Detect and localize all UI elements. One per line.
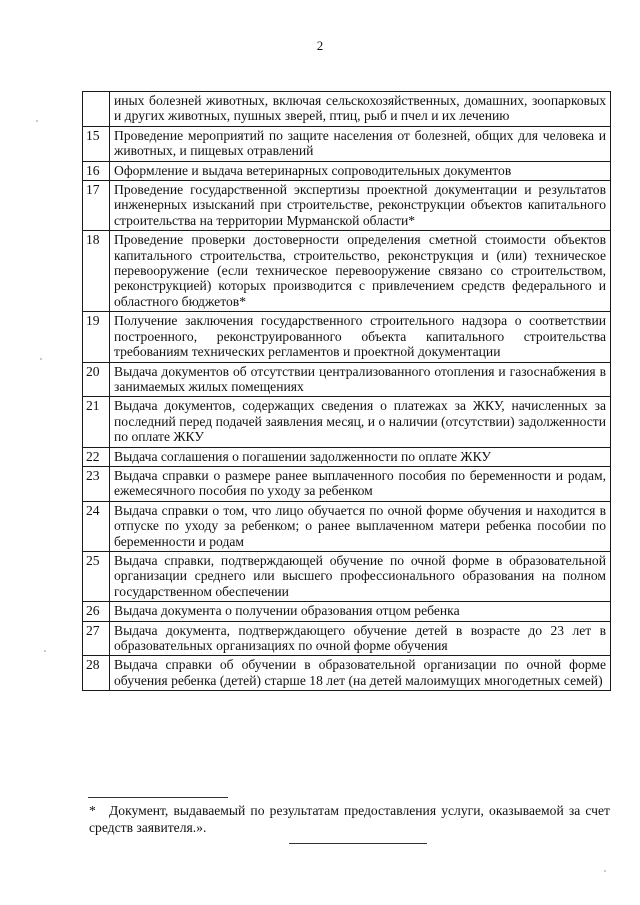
row-number: 21 — [83, 397, 110, 447]
service-name: Выдача документов об отсутствии централизованного отопления и газоснабжения в занимаемых жилых помещениях — [110, 362, 611, 397]
row-number: 18 — [83, 231, 110, 312]
service-name: Оформление и выдача ветеринарных сопроводительных документов — [110, 161, 611, 180]
table-row — [83, 362, 611, 397]
table-row — [83, 501, 611, 551]
row-number: 22 — [83, 447, 110, 466]
footnote-mark: * — [89, 803, 96, 818]
row-number: 19 — [83, 312, 110, 362]
service-name: Выдача справки об обучении в образовательной организации по очной форме обучения ребенка (детей) старше 18 лет (на детей малоимущих многодетных семей) — [110, 656, 611, 691]
services-table-body — [83, 92, 611, 691]
service-name: Получение заключения государственного строительного надзора о соответствии построенного, реконструированного объекта капитального строительства требованиям технических регламентов и проектной документации — [110, 312, 611, 362]
row-number: 20 — [83, 362, 110, 397]
table-row — [83, 126, 611, 161]
row-number: 26 — [83, 602, 110, 621]
row-number: 23 — [83, 466, 110, 501]
service-name: Выдача документа, подтверждающего обучение детей в возрасте до 23 лет в образовательных организациях по очной форме обучения — [110, 621, 611, 656]
service-name: Выдача документа о получении образования отцом ребенка — [110, 602, 611, 621]
table-row — [83, 466, 611, 501]
services-table — [82, 91, 611, 691]
footnote — [89, 802, 610, 836]
row-number: 15 — [83, 126, 110, 161]
row-number: 27 — [83, 621, 110, 656]
table-row — [83, 447, 611, 466]
service-name: Выдача справки, подтверждающей обучение по очной форме в образовательной организации среднего или высшего профессионального образования на полном государственном обеспечении — [110, 551, 611, 601]
footnote-separator — [88, 797, 228, 798]
service-name: Проведение проверки достоверности определения сметной стоимости объектов капитального строительства, строительство, реконструкция и (или) техническое перевооружение (если техническое перевооружение связано со строительством, реконструкцией) которых производится с привлечением средств федерального и областного бюджетов* — [110, 231, 611, 312]
service-name: Выдача справки о размере ранее выплаченного пособия по беременности и родам, ежемесячного пособия по уходу за ребенком — [110, 466, 611, 501]
table-row — [83, 312, 611, 362]
table-row — [83, 551, 611, 601]
table-row — [83, 602, 611, 621]
service-name: Проведение мероприятий по защите населения от болезней, общих для человека и животных, и пищевых отравлений — [110, 126, 611, 161]
scan-speck — [604, 870, 606, 872]
row-number: 16 — [83, 161, 110, 180]
row-number: 24 — [83, 501, 110, 551]
service-name: иных болезней животных, включая сельскохозяйственных, домашних, зоопарковых и других животных, пушных зверей, птиц, рыб и пчел и их лечению — [110, 92, 611, 127]
table-row — [83, 621, 611, 656]
footnote-text: Документ, выдаваемый по результатам предоставления услуги, оказываемой за счет средств заявителя.». — [89, 803, 610, 835]
table-row — [83, 161, 611, 180]
service-name: Выдача соглашения о погашении задолженности по оплате ЖКУ — [110, 447, 611, 466]
page-number: 2 — [316, 38, 324, 53]
scan-speck — [40, 358, 42, 360]
end-separator — [289, 843, 427, 844]
service-name: Выдача документов, содержащих сведения о платежах за ЖКУ, начисленных за последний перед подачей заявления месяц, и о наличии (отсутствии) задолженности по оплате ЖКУ — [110, 397, 611, 447]
table-row — [83, 92, 611, 127]
row-number: 25 — [83, 551, 110, 601]
scan-speck — [44, 650, 46, 652]
row-number — [83, 92, 110, 127]
scan-speck — [36, 120, 38, 122]
service-name: Проведение государственной экспертизы проектной документации и результатов инженерных изысканий при строительстве, реконструкции объектов капитального строительства на территории Мурманской области* — [110, 181, 611, 231]
table-row — [83, 181, 611, 231]
table-row — [83, 656, 611, 691]
table-row — [83, 231, 611, 312]
row-number: 28 — [83, 656, 110, 691]
row-number: 17 — [83, 181, 110, 231]
table-row — [83, 397, 611, 447]
service-name: Выдача справки о том, что лицо обучается по очной форме обучения и находится в отпуске по уходу за ребенком; о ранее выплаченном матери ребенка пособии по беременности и родам — [110, 501, 611, 551]
